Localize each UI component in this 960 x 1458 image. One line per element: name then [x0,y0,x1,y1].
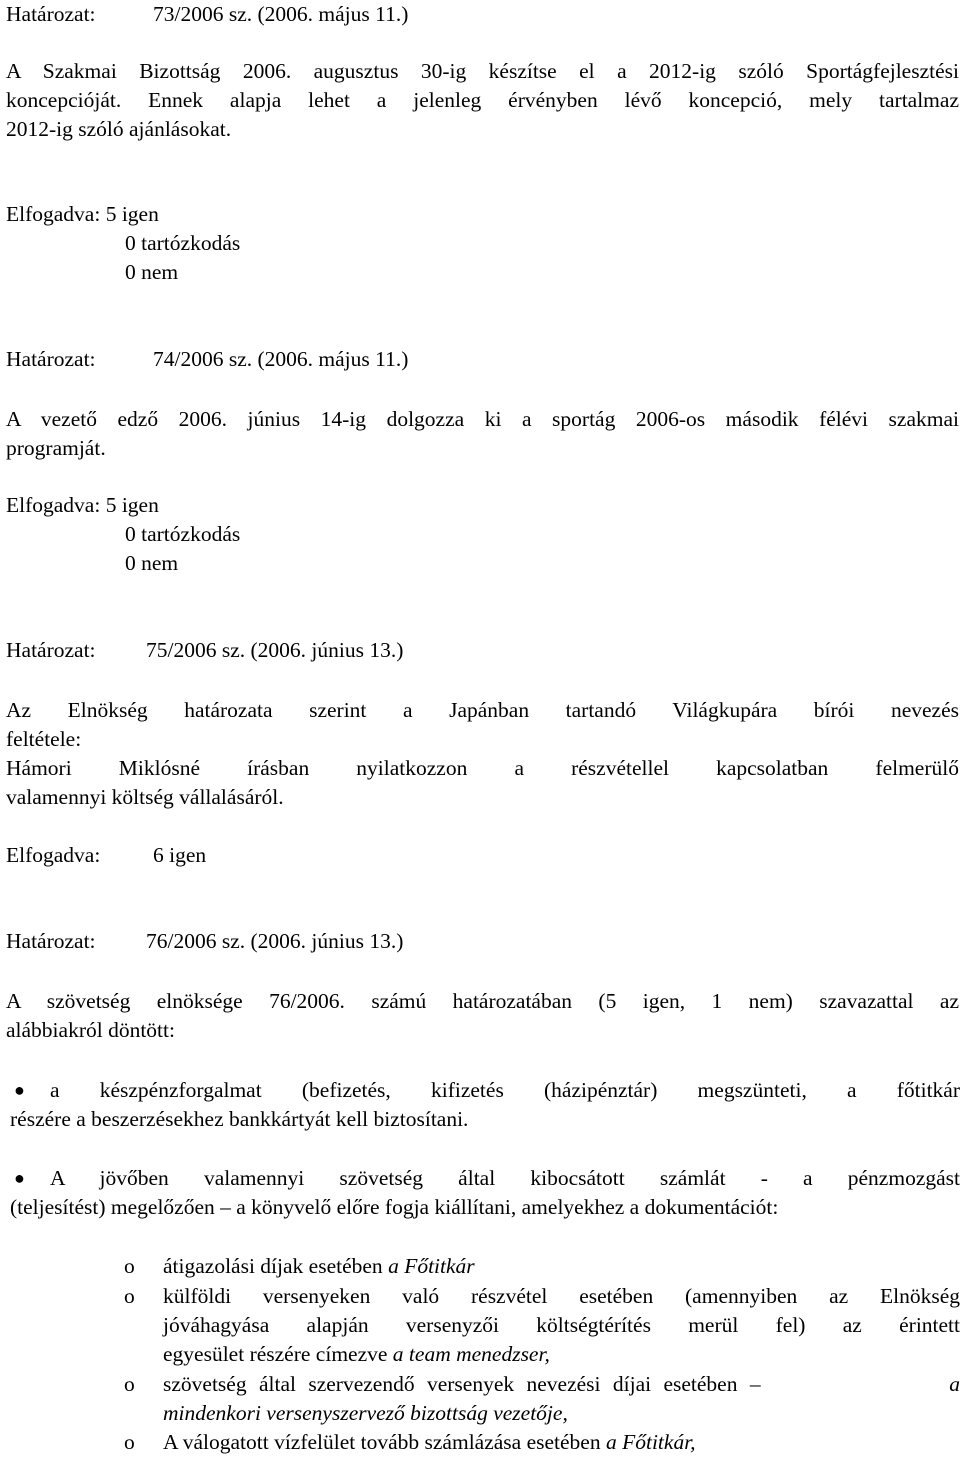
vote-label: Elfogadva: [6,843,101,867]
vote-result [6,841,206,870]
vote-label: Elfogadva: [6,493,101,517]
resolution-label: Határozat: [6,347,96,371]
subitem-italic: mindenkori versenyszervező bizottság vezetője, [163,1401,568,1425]
resolution-text-line: 2012-ig szóló ajánlásokat. [6,117,232,141]
subitem-marker: o [124,1372,135,1396]
subitem-text: egyesület részére címezve [163,1342,393,1366]
subitem-marker: o [124,1430,135,1454]
resolution-ref: 76/2006 sz. (2006. június 13.) [146,929,404,953]
bullet-line: (teljesítést) megelőzően – a könyvelő előre fogja kiállítani, amelyekhez a dokumentációt: [10,1195,779,1219]
subitem-marker: o [124,1284,135,1308]
resolution-text-line: feltétele: [6,727,82,751]
subitem-line: külföldi versenyeken való részvétel esetében (amennyiben az Elnökség [163,1284,960,1308]
resolution-ref: 73/2006 sz. (2006. május 11.) [153,2,409,26]
subitem-italic: a Főtitkár, [605,1430,696,1454]
subitem-line [163,1428,696,1457]
subitem-line [163,1399,568,1428]
resolution-76-header [6,927,403,956]
resolution-75-header [6,636,403,665]
resolution-text-line: A szövetség elnöksége 76/2006. számú határozatában (5 igen, 1 nem) szavazattal az [6,989,959,1013]
vote-yes: 6 igen [153,843,207,867]
subitem-line [163,1340,550,1369]
vote-no: 0 nem [125,260,179,284]
vote-yes: 5 igen [105,493,159,517]
resolution-ref: 74/2006 sz. (2006. május 11.) [153,347,409,371]
resolution-74-header [6,345,408,374]
resolution-text-line: valamennyi költség vállalásáról. [6,785,284,809]
resolution-text-line: A Szakmai Bizottság 2006. augusztus 30-ig készítse el a 2012-ig szóló Sportágfejlesztési [6,59,959,83]
vote-abstain: 0 tartózkodás [125,231,241,255]
resolution-text-line: koncepcióját. Ennek alapja lehet a jelenleg érvényben lévő koncepció, mely tartalmaz [6,88,959,112]
bullet-icon: ● [14,1080,25,1100]
vote-no: 0 nem [125,551,179,575]
bullet-line: részére a beszerzésekhez bankkártyát kell biztosítani. [10,1107,469,1131]
subitem-line [163,1252,475,1281]
resolution-text-line: Hámori Miklósné írásban nyilatkozzon a részvétellel kapcsolatban felmerülő [6,756,959,780]
resolution-label: Határozat: [6,638,96,662]
bullet-icon: ● [14,1168,25,1188]
resolution-text-line: Az Elnökség határozata szerint a Japánban tartandó Világkupára bírói nevezés [6,698,959,722]
vote-result [6,491,159,520]
subitem-text: átigazolási díjak esetében [163,1254,389,1278]
resolution-ref: 75/2006 sz. (2006. június 13.) [146,638,404,662]
subitem-line [163,1370,960,1399]
bullet-line: a készpénzforgalmat (befizetés, kifizetés (házipénztár) megszünteti, a főtitkár [50,1078,960,1102]
subitem-italic: a Főtitkár [388,1254,475,1278]
subitem-marker: o [124,1254,135,1278]
resolution-text-line: programját. [6,436,106,460]
vote-label: Elfogadva: [6,202,101,226]
resolution-label: Határozat: [6,2,96,26]
resolution-text-line: A vezető edző 2006. június 14-ig dolgozza ki a sportág 2006-os második félévi szakmai [6,407,959,431]
subitem-text: A válogatott vízfelület tovább számlázása esetében [163,1430,606,1454]
resolution-label: Határozat: [6,929,96,953]
subitem-italic: a [949,1372,960,1396]
subitem-text: szövetség által szervezendő versenyek nevezési díjai esetében – [163,1372,761,1396]
subitem-italic: a team menedzser, [392,1342,550,1366]
resolution-73-header [6,0,408,29]
vote-yes: 5 igen [105,202,159,226]
vote-result [6,200,159,229]
vote-abstain: 0 tartózkodás [125,522,241,546]
subitem-line: jóváhagyása alapján versenyzői költségtérítés merül fel) az érintett [163,1313,960,1337]
resolution-text-line: alábbiakról döntött: [6,1018,175,1042]
bullet-line: A jövőben valamennyi szövetség által kibocsátott számlát - a pénzmozgást [50,1166,960,1190]
